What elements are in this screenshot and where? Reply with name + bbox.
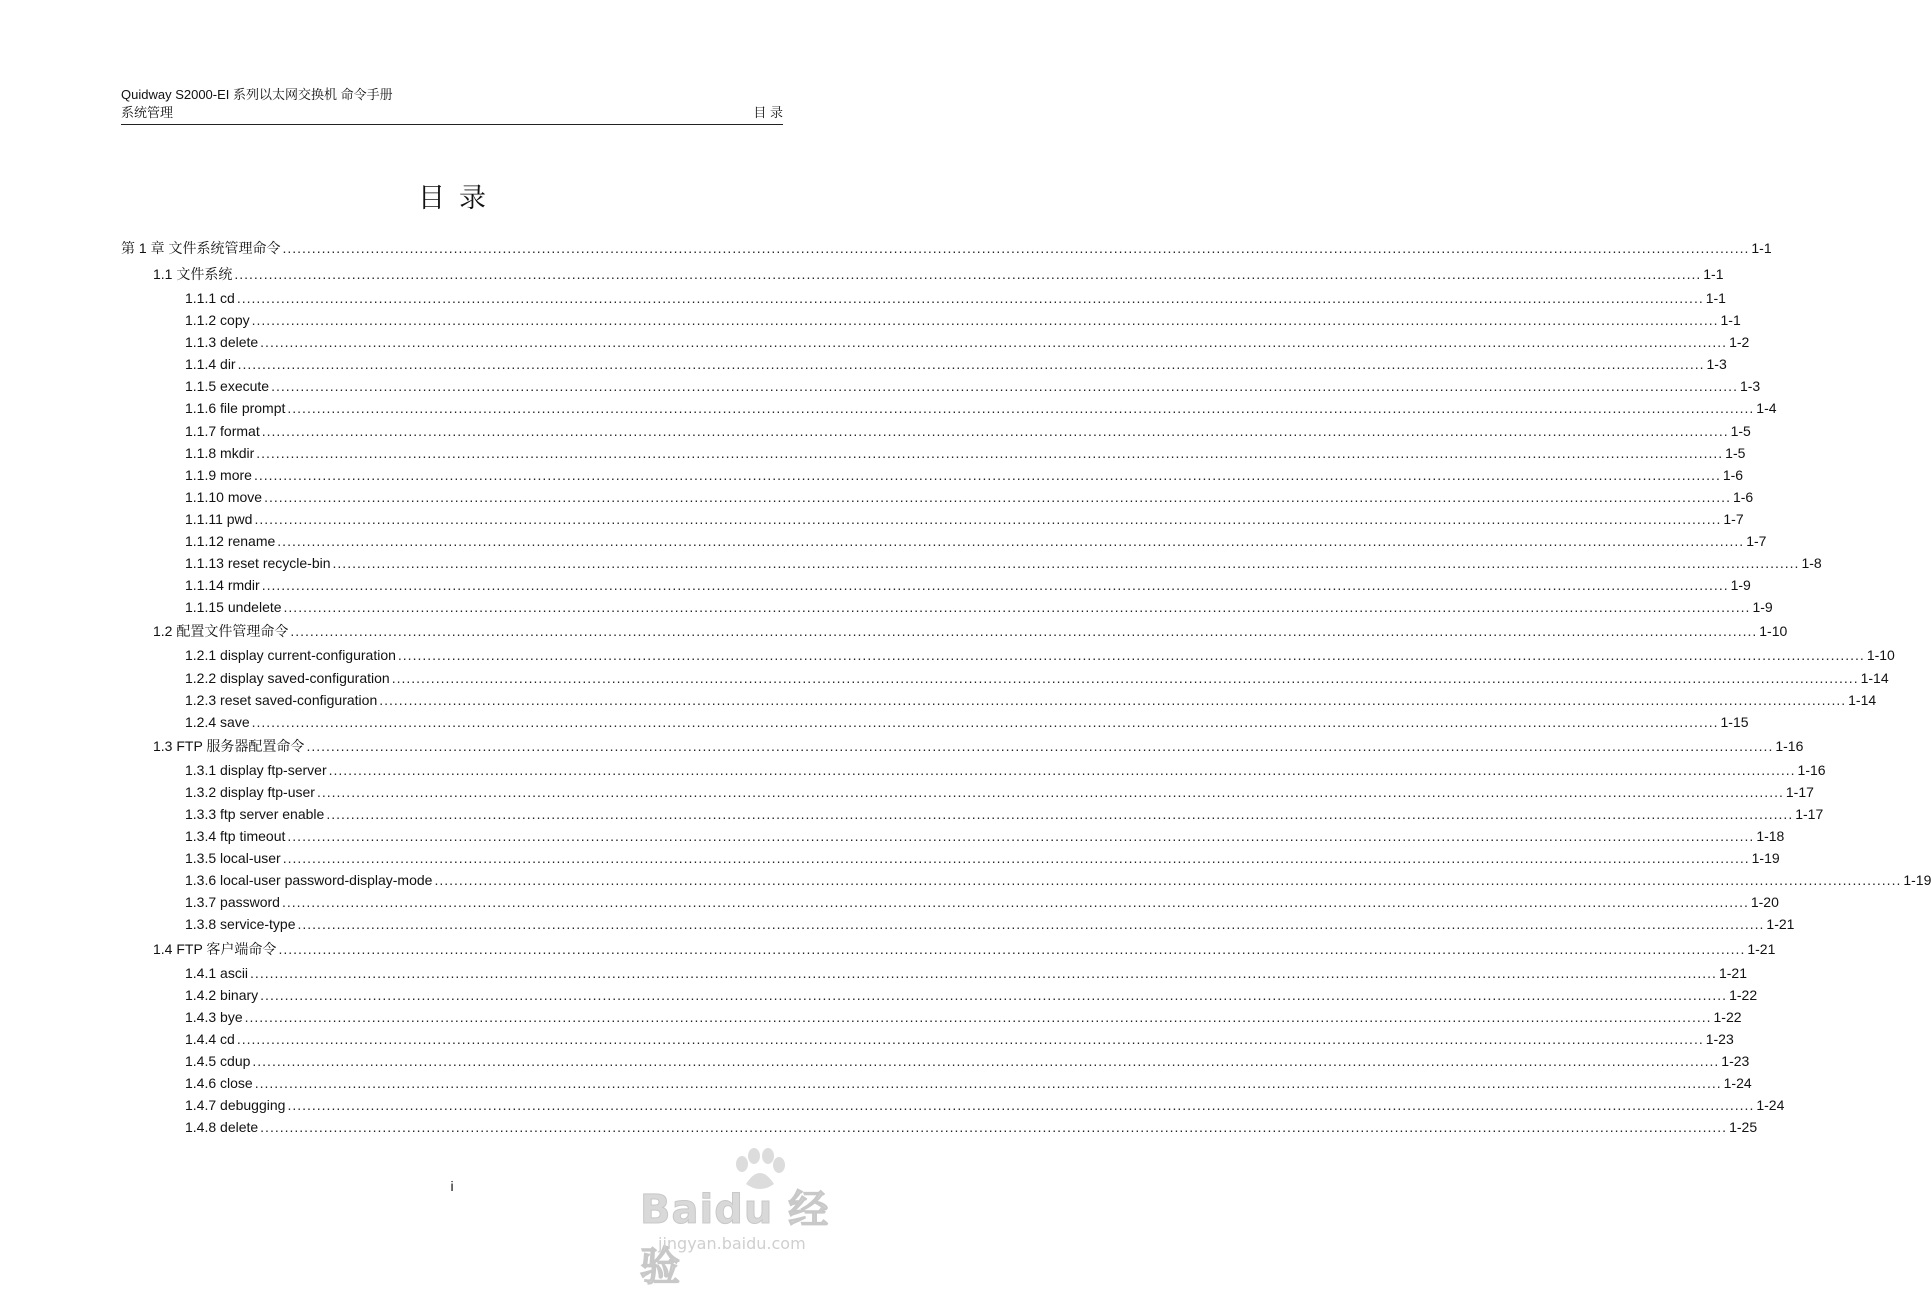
- toc-entry-label: 1.2.1 display current-configuration: [185, 647, 396, 664]
- toc-entry[interactable]: [121, 691, 1877, 714]
- toc-leader-dots: ............................................................................................................................................................................................................................................................................................................: [379, 691, 1847, 708]
- toc-leader-dots: ............................................................................................................................................................................................................................................................................................................: [306, 737, 1774, 754]
- toc-leader-dots: ............................................................................................................................................................................................................................................................................................................: [236, 290, 1704, 306]
- toc-leader-dots: ............................................................................................................................................................................................................................................................................................................: [250, 964, 1717, 981]
- toc-entry-label: 1.1.3 delete: [185, 334, 259, 351]
- toc-entry[interactable]: [121, 1097, 1785, 1119]
- toc-leader-dots: ............................................................................................................................................................................................................................................................................................................: [261, 577, 1729, 594]
- toc-entry-page: 1-15: [1720, 713, 1749, 730]
- toc-leader-dots: ............................................................................................................................................................................................................................................................................................................: [264, 488, 1731, 505]
- toc-entry-page: 1-19: [1751, 850, 1780, 867]
- toc-entry-label: 1.3.2 display ftp-user: [185, 783, 315, 800]
- toc-entry-label: 1.4.1 ascii: [185, 964, 249, 981]
- header-rule: [121, 124, 783, 125]
- toc-leader-dots: ............................................................................................................................................................................................................................................................................................................: [391, 669, 1859, 686]
- toc-entry-page: 1-25: [1729, 1119, 1758, 1136]
- toc-leader-dots: ............................................................................................................................................................................................................................................................................................................: [326, 805, 1794, 822]
- page-title: 目录: [418, 183, 500, 214]
- toc-entry[interactable]: [121, 290, 1726, 312]
- toc-entry-label: 1.1.9 more: [185, 466, 252, 483]
- toc-entry-label: 1.4.5 cdup: [185, 1052, 251, 1069]
- toc-entry[interactable]: [121, 555, 1822, 577]
- toc-entry-label: 1.1.5 execute: [185, 378, 270, 395]
- toc-leader-dots: ............................................................................................................................................................................................................................................................................................................: [253, 466, 1721, 483]
- table-of-contents: [121, 238, 1931, 1141]
- toc-entry-label: 1.1.4 dir: [185, 356, 236, 373]
- toc-leader-dots: ............................................................................................................................................................................................................................................................................................................: [328, 761, 1796, 778]
- toc-entry[interactable]: [121, 510, 1744, 533]
- toc-entry[interactable]: [121, 850, 1780, 872]
- toc-leader-dots: ............................................................................................................................................................................................................................................................................................................: [282, 850, 1750, 867]
- toc-leader-dots: ............................................................................................................................................................................................................................................................................................................: [397, 647, 1865, 664]
- toc-entry-label: 1.1.1 cd: [185, 290, 235, 306]
- toc-entry-page: 1-1: [1720, 312, 1741, 329]
- toc-entry-page: 1-7: [1723, 510, 1744, 527]
- toc-leader-dots: ............................................................................................................................................................................................................................................................................................................: [287, 1097, 1755, 1114]
- toc-entry-label: 1.2.4 save: [185, 713, 250, 730]
- toc-leader-dots: ............................................................................................................................................................................................................................................................................................................: [287, 400, 1755, 417]
- toc-leader-dots: ............................................................................................................................................................................................................................................................................................................: [281, 894, 1749, 911]
- toc-entry-page: 1-17: [1795, 805, 1824, 822]
- toc-entry[interactable]: [121, 1008, 1742, 1031]
- toc-leader-dots: ............................................................................................................................................................................................................................................................................................................: [282, 240, 1750, 256]
- toc-entry-page: 1-23: [1721, 1052, 1750, 1069]
- toc-entry[interactable]: [121, 761, 1826, 784]
- toc-leader-dots: ............................................................................................................................................................................................................................................................................................................: [316, 783, 1784, 800]
- toc-leader-dots: ............................................................................................................................................................................................................................................................................................................: [287, 828, 1755, 845]
- toc-entry[interactable]: [121, 713, 1749, 736]
- toc-leader-dots: ............................................................................................................................................................................................................................................................................................................: [261, 422, 1729, 439]
- toc-entry[interactable]: [121, 422, 1751, 445]
- toc-entry[interactable]: [121, 964, 1747, 987]
- toc-entry[interactable]: [121, 783, 1814, 806]
- toc-entry[interactable]: [121, 939, 1776, 965]
- toc-entry[interactable]: [121, 894, 1779, 916]
- toc-entry-page: 1-3: [1706, 356, 1727, 373]
- header-doc-title: Quidway S2000-EI 系列以太网交换机 命令手册: [121, 87, 393, 102]
- toc-leader-dots: ............................................................................................................................................................................................................................................................................................................: [252, 1052, 1720, 1069]
- toc-entry-page: 1-10: [1866, 647, 1895, 664]
- toc-entry[interactable]: [121, 533, 1767, 555]
- toc-entry-label: 1.1.11 pwd: [185, 510, 253, 527]
- toc-entry-label: 1.3.8 service-type: [185, 916, 296, 933]
- toc-entry-page: 1-3: [1739, 378, 1761, 395]
- toc-leader-dots: ............................................................................................................................................................................................................................................................................................................: [256, 444, 1724, 461]
- toc-entry-label: 1.3.4 ftp timeout: [185, 828, 286, 845]
- toc-entry-page: 1-8: [1801, 555, 1822, 572]
- toc-leader-dots: ............................................................................................................................................................................................................................................................................................................: [297, 916, 1765, 933]
- toc-entry[interactable]: [121, 599, 1773, 621]
- toc-entry-label: 1.1.6 file prompt: [185, 400, 286, 417]
- toc-leader-dots: ............................................................................................................................................................................................................................................................................................................: [332, 555, 1800, 572]
- toc-entry[interactable]: [121, 444, 1746, 467]
- toc-entry-page: 1-18: [1756, 828, 1785, 845]
- toc-leader-dots: ............................................................................................................................................................................................................................................................................................................: [236, 1030, 1704, 1047]
- toc-leader-dots: ............................................................................................................................................................................................................................................................................................................: [260, 1119, 1728, 1136]
- toc-entry-label: 1.3.5 local-user: [185, 850, 281, 867]
- toc-entry-page: 1-23: [1705, 1030, 1734, 1047]
- toc-entry[interactable]: [121, 828, 1785, 850]
- toc-entry-label: 1.4 FTP 客户端命令: [153, 940, 277, 957]
- toc-leader-dots: ............................................................................................................................................................................................................................................................................................................: [251, 713, 1719, 730]
- toc-leader-dots: ............................................................................................................................................................................................................................................................................................................: [434, 872, 1902, 889]
- toc-leader-dots: ............................................................................................................................................................................................................................................................................................................: [271, 378, 1738, 395]
- toc-entry[interactable]: [121, 916, 1795, 938]
- toc-entry-page: 1-1: [1703, 266, 1724, 282]
- toc-entry[interactable]: [121, 647, 1895, 669]
- toc-entry[interactable]: [121, 1075, 1752, 1097]
- toc-entry-page: 1-14: [1860, 669, 1889, 686]
- toc-entry[interactable]: [121, 736, 1804, 762]
- toc-entry-page: 1-2: [1729, 334, 1750, 351]
- toc-entry-label: 1.2.2 display saved-configuration: [185, 669, 390, 686]
- toc-leader-dots: ............................................................................................................................................................................................................................................................................................................: [234, 266, 1702, 282]
- toc-entry-label: 1.3 FTP 服务器配置命令: [153, 737, 305, 754]
- header-section: 系统管理: [121, 105, 174, 120]
- toc-entry[interactable]: [121, 356, 1727, 378]
- toc-entry[interactable]: [121, 621, 1788, 647]
- toc-entry-label: 1.4.2 binary: [185, 986, 259, 1003]
- toc-leader-dots: ............................................................................................................................................................................................................................................................................................................: [254, 1075, 1722, 1091]
- toc-entry[interactable]: [121, 334, 1750, 356]
- toc-entry-label: 1.3.7 password: [185, 894, 280, 911]
- toc-entry[interactable]: [121, 1030, 1734, 1053]
- toc-entry[interactable]: [121, 805, 1824, 828]
- toc-entry-label: 1.4.3 bye: [185, 1008, 243, 1025]
- toc-entry-label: 1.1 文件系统: [153, 266, 233, 282]
- toc-entry[interactable]: [121, 1119, 1758, 1141]
- toc-entry-page: 1-1: [1705, 290, 1726, 306]
- toc-entry[interactable]: [121, 466, 1744, 489]
- toc-entry-page: 1-6: [1732, 488, 1754, 505]
- toc-entry-label: 1.1.12 rename: [185, 533, 276, 550]
- toc-entry[interactable]: [121, 488, 1754, 511]
- toc-leader-dots: ............................................................................................................................................................................................................................................................................................................: [283, 599, 1751, 616]
- toc-entry-label: 1.2 配置文件管理命令: [153, 623, 289, 640]
- toc-entry-label: 1.1.7 format: [185, 422, 260, 439]
- toc-entry[interactable]: [121, 378, 1761, 400]
- toc-entry-page: 1-24: [1756, 1097, 1785, 1114]
- toc-entry-label: 1.3.3 ftp server enable: [185, 805, 325, 822]
- toc-leader-dots: ............................................................................................................................................................................................................................................................................................................: [254, 510, 1722, 527]
- toc-entry[interactable]: [121, 986, 1758, 1009]
- toc-entry-label: 1.2.3 reset saved-configuration: [185, 691, 378, 708]
- watermark-brand: Baidu 经验: [640, 1187, 830, 1290]
- toc-entry-label: 1.3.1 display ftp-server: [185, 761, 327, 778]
- toc-entry[interactable]: [121, 872, 1931, 894]
- toc-entry-label: 1.1.10 move: [185, 488, 263, 505]
- toc-entry-page: 1-22: [1713, 1008, 1742, 1025]
- toc-entry-page: 1-22: [1729, 986, 1758, 1003]
- watermark-site: jingyan.baidu.com: [658, 1234, 806, 1253]
- toc-entry-label: 1.4.6 close: [185, 1075, 253, 1091]
- toc-entry-page: 1-9: [1752, 599, 1773, 616]
- toc-leader-dots: ............................................................................................................................................................................................................................................................................................................: [277, 533, 1745, 550]
- toc-entry-page: 1-7: [1746, 533, 1767, 550]
- toc-entry-page: 1-5: [1725, 444, 1746, 461]
- toc-entry-label: 1.4.8 delete: [185, 1119, 259, 1136]
- toc-entry-page: 1-24: [1723, 1075, 1752, 1091]
- toc-entry-page: 1-16: [1775, 737, 1804, 754]
- toc-entry-page: 1-19: [1903, 872, 1931, 889]
- toc-leader-dots: ............................................................................................................................................................................................................................................................................................................: [278, 940, 1746, 957]
- toc-entry-page: 1-14: [1848, 691, 1877, 708]
- toc-entry[interactable]: [121, 669, 1889, 692]
- toc-entry-page: 1-9: [1730, 577, 1751, 594]
- toc-entry-page: 1-17: [1785, 783, 1814, 800]
- toc-leader-dots: ............................................................................................................................................................................................................................................................................................................: [237, 356, 1705, 373]
- toc-leader-dots: ............................................................................................................................................................................................................................................................................................................: [290, 623, 1758, 640]
- toc-entry-page: 1-1: [1751, 240, 1772, 256]
- toc-entry-label: 第 1 章 文件系统管理命令: [121, 240, 281, 256]
- toc-entry-page: 1-5: [1730, 422, 1751, 439]
- toc-entry-page: 1-21: [1747, 940, 1776, 957]
- footer-page-number: i: [450, 1178, 454, 1194]
- header-row: [121, 104, 783, 122]
- toc-entry-page: 1-20: [1750, 894, 1779, 911]
- toc-leader-dots: ............................................................................................................................................................................................................................................................................................................: [251, 312, 1719, 329]
- toc-entry[interactable]: [121, 312, 1741, 334]
- toc-entry[interactable]: [121, 1052, 1750, 1075]
- toc-entry[interactable]: [121, 400, 1777, 422]
- toc-leader-dots: ............................................................................................................................................................................................................................................................................................................: [244, 1008, 1712, 1025]
- toc-entry-page: 1-10: [1759, 623, 1788, 640]
- toc-leader-dots: ............................................................................................................................................................................................................................................................................................................: [260, 986, 1728, 1003]
- toc-entry[interactable]: [121, 264, 1724, 290]
- toc-entry-page: 1-4: [1756, 400, 1777, 417]
- toc-entry-label: 1.4.4 cd: [185, 1030, 235, 1047]
- header-chapter: 目 录: [753, 105, 783, 120]
- toc-entry-label: 1.1.2 copy: [185, 312, 250, 329]
- toc-entry-label: 1.1.15 undelete: [185, 599, 282, 616]
- toc-entry-page: 1-21: [1766, 916, 1795, 933]
- toc-entry-label: 1.3.6 local-user password-display-mode: [185, 872, 433, 889]
- toc-entry-page: 1-16: [1797, 761, 1826, 778]
- toc-entry-page: 1-21: [1718, 964, 1747, 981]
- watermark: [640, 1148, 860, 1290]
- toc-entry-label: 1.1.14 rmdir: [185, 577, 260, 594]
- page-header: [121, 86, 783, 125]
- toc-entry-page: 1-6: [1722, 466, 1744, 483]
- toc-entry[interactable]: [121, 238, 1772, 264]
- toc-entry-label: 1.4.7 debugging: [185, 1097, 286, 1114]
- toc-leader-dots: ............................................................................................................................................................................................................................................................................................................: [260, 334, 1728, 351]
- toc-entry-label: 1.1.13 reset recycle-bin: [185, 555, 331, 572]
- toc-entry-label: 1.1.8 mkdir: [185, 444, 255, 461]
- toc-entry[interactable]: [121, 577, 1751, 599]
